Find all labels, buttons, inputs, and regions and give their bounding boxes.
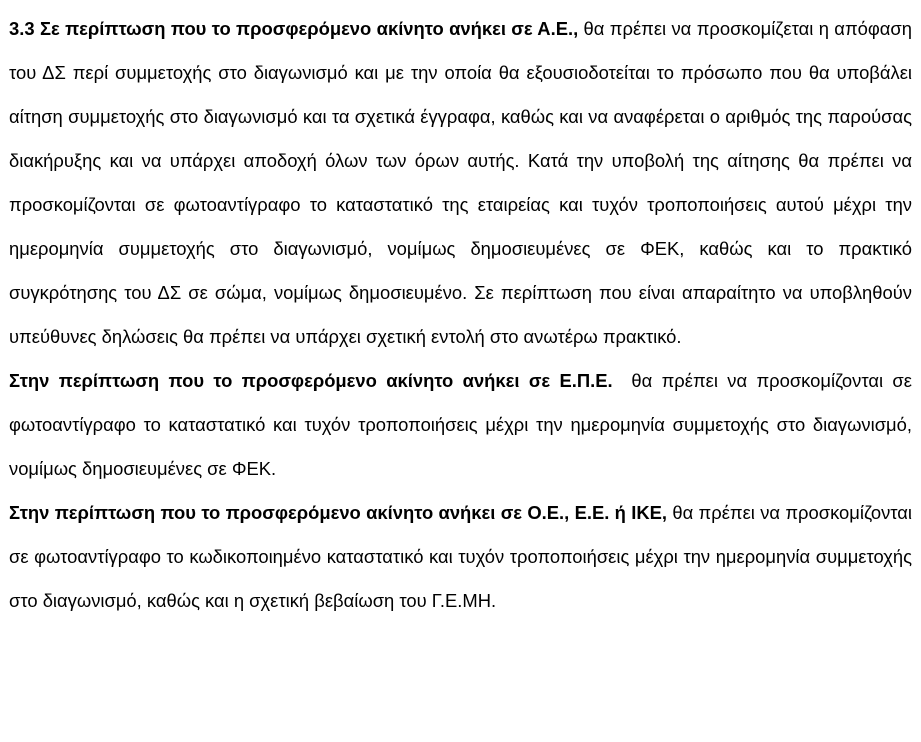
paragraph-lead: Στην περίπτωση που το προσφερόμενο ακίνητο ανήκει σε Ε.Π.Ε. bbox=[9, 370, 613, 391]
paragraph-text: θα πρέπει να προσκομίζονται σε φωτοαντίγραφο το κωδικοποιημένο καταστατικό και τυχόν τροποποιήσεις μέχρι την ημερομηνία συμμετοχής στο διαγωνισμό, καθώς και η σχετική βεβαίωση του Γ.Ε.ΜΗ. bbox=[9, 502, 912, 611]
document-body bbox=[9, 7, 918, 623]
paragraph-epe-clause bbox=[9, 359, 918, 491]
paragraph-text: θα πρέπει να προσκομίζεται η απόφαση του ΔΣ περί συμμετοχής στο διαγωνισμό και με την οποία θα εξουσιοδοτείται το πρόσωπο που θα υποβάλει αίτηση συμμετοχής στο διαγωνισμό και τα σχετικά έγγραφα, καθώς και να αναφέρεται ο αριθμός της παρούσας διακήρυξης και να υπάρχει αποδοχή όλων των όρων αυτής. Κατά την υποβολή της αίτησης θα πρέπει να προσκομίζονται σε φωτοαντίγραφο το καταστατικό της εταιρείας και τυχόν τροποποιήσεις αυτού μέχρι την ημερομηνία συμμετοχής στο διαγωνισμό, νομίμως δημοσιευμένες σε ΦΕΚ, καθώς και το πρακτικό συγκρότησης του ΔΣ σε σώμα, νομίμως δημοσιευμένο. Σε περίπτωση που είναι απαραίτητο να υποβληθούν υπεύθυνες δηλώσεις θα πρέπει να υπάρχει σχετική εντολή στο ανωτέρω πρακτικό. bbox=[9, 18, 912, 347]
paragraph-oe-ee-ike-clause bbox=[9, 491, 912, 623]
paragraph-lead: 3.3 Σε περίπτωση που το προσφερόμενο ακίνητο ανήκει σε Α.Ε., bbox=[9, 18, 579, 39]
paragraph-lead: Στην περίπτωση που το προσφερόμενο ακίνητο ανήκει σε Ο.Ε., Ε.Ε. ή ΙΚΕ, bbox=[9, 502, 668, 523]
paragraph-text: θα πρέπει να προσκομίζονται σε φωτοαντίγραφο το καταστατικό και τυχόν τροποποιήσεις μέχρι την ημερομηνία συμμετοχής στο διαγωνισμό, νομίμως δημοσιευμένες σε ΦΕΚ. bbox=[9, 370, 918, 479]
paragraph-sa-clause bbox=[9, 7, 912, 359]
